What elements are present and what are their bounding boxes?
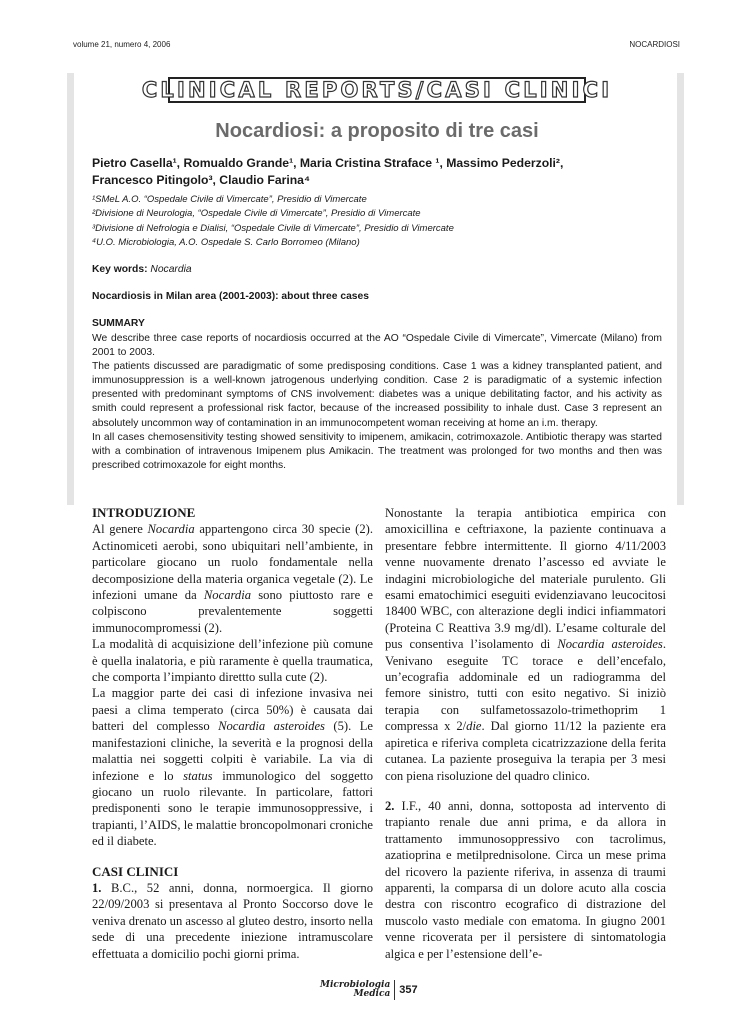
summary-heading: SUMMARY [92,318,145,329]
intro-paragraph-3: La maggior parte dei casi di infezione invasiva nei paesi a clima temperato (circa 50%) è causata dai batteri del complesso Nocardia asteroides (5). Le manifestazioni cliniche, la severità e la prognosi della malattia nei soggetti colpiti è variabile. La via di infezione e lo status immunologico del soggetto giocano un ruolo rilevante. In particolare, fattori predisponenti sono le terapie immunosoppressive, i trapianti, l’AIDS, le malattie broncopolmonari croniche ed il diabete. [92,686,373,849]
author-line-2: Francesco Pitingolo³, Claudio Farina⁴ [92,173,310,187]
journal-logo: Microbiologia Medica [320,980,391,999]
page-footer [320,980,418,1000]
intro-paragraph-2: La modalità di acquisizione dell’infezione più comune è quella inalatoria, e più raramente è quella traumatica, che comporta l’impianto direttto sulla cute (2). [92,637,373,685]
intro-heading: INTRODUZIONE [92,505,196,520]
affiliation-4: ⁴U.O. Microbiologia, A.O. Ospedale S. Carlo Borromeo (Milano) [92,237,360,249]
keywords-value: Nocardia [150,264,192,275]
author-list [92,155,672,189]
affiliation-3: ³Divisione di Nefrologia e Dialisi, “Ospedale Civile di Vimercate”, Presidio di Vimercate [92,222,454,234]
affiliations [92,193,672,251]
intro-paragraph-1: Al genere Nocardia appartengono circa 30 specie (2). Actinomiceti aerobi, sono ubiquitari nell’ambiente, in particolare giocano un ruolo fondamentale nella decomposizione della materia organica vegetale (2). Le infezioni umane da Nocardia sono piuttosto rare e colpiscono prevalentemente soggetti immunocompromessi (2). [92,522,373,635]
keywords-label: Key words: [92,264,148,275]
summary-paragraph-3: In all cases chemosensitivity testing showed sensitivity to imipenem, amikacin, cotrimoxazole. Antibiotic therapy was started with a combination of intravenous Imipenem plus Amikacin. The treatment was prolonged for two months and then was prescribed cotrimoxazole for eight months. [92,431,662,471]
body-column-right [385,505,666,962]
section-banner [141,77,613,103]
section-banner-text: CLINICAL REPORTS/CASI CLINICI [141,78,613,102]
footer-divider [394,980,395,1000]
affiliation-2: ²Divisione di Neurologia, “Ospedale Civile di Vimercate”, Presidio di Vimercate [92,208,421,220]
page-number: 357 [399,984,418,996]
case-1-continued: Nonostante la terapia antibiotica empirica con amoxicillina e ceftriaxone, la paziente continuava a presentare febbre intermittente. Il giorno 4/11/2003 venne nuovamente drenato l’ascesso ed avviate le indagini microbiologiche del materiale purulento. Gli esami ematochimici eseguiti evidenziavano leucocitosi 18400 WBC, con alterazione degli indici infiammatori (Proteina C Reattiva 3.9 mg/dl). L’esame colturale del pus consentiva l’isolamento di Nocardia asteroides. Venivano eseguite TC torace e dell’encefalo, un’ecografia addominale ed un radiogramma del femore sinistro, tutti con esito negativo. Si iniziò terapia con sulfametossazolo-trimethoprim 1 compressa x 2/die. Dal giorno 11/12 la paziente era apiretica e riferiva completa cicatrizzazione della ferita cutanea. La paziente proseguiva la terapia per 3 mesi con piena risoluzione del quadro clinico. [385,506,667,783]
case-1-paragraph: 1. B.C., 52 anni, donna, normoergica. Il giorno 22/09/2003 si presentava al Pronto Soccorso dove le veniva drenato un ascesso al gluteo destro, insorto nella sede di una precedente iniezione intramuscolare effettuata a domicilio pochi giorni prima. [92,880,373,961]
english-title: Nocardiosis in Milan area (2001-2003): about three cases [92,291,369,302]
summary-paragraph-2: The patients discussed are paradigmatic of some predisposing conditions. Case 1 was a kidney transplanted patient, and immunosuppression is a well-known jatrogenous underlying condition. Case 2 is paradigmatic of a systemic infection presented with predominant symptoms of CNS involvement: diabetes was a unique debilitating factor, and his activity as smith could represent a professional risk factor, because of the increased possibility to inhale dust. Case 3 represent an absolutely uncommon way of contamination in an immunocompetent woman receiving at home an i.m. therapy. [92,361,662,429]
summary-paragraph-1: We describe three case reports of nocardiosis occurred at the AO “Ospedale Civile di Vimercate”, Vimercate (Milano) from 2001 to 2003. [92,333,662,359]
summary-text [92,332,662,473]
cases-heading: CASI CLINICI [92,863,179,879]
body-column-left [92,505,373,962]
author-line-1: Pietro Casella¹, Romualdo Grande¹, Maria Cristina Straface ¹, Massimo Pederzoli², [92,156,564,170]
article-title: Nocardiosi: a proposito di tre casi [215,120,539,142]
case-2-paragraph: 2. I.F., 40 anni, donna, sottoposta ad intervento di trapianto renale due anni prima, e da allora in trattamento immunosoppressivo con tacrolimus, azatioprina e metilprednisolone. Circa un mese prima del ricovero la paziente riferiva, in assenza di traumi apparenti, la comparsa di un dolore acuto alla coscia destra con riscontro ecografico di distrazione del muscolo vasto mediale con ematoma. In giugno 2001 venne ricoverata per il persistere di sintomatologia algica e per l’estensione dell’e- [385,798,666,961]
keywords [92,264,192,275]
affiliation-1: ¹SMeL A.O. “Ospedale Civile di Vimercate”, Presidio di Vimercate [92,194,367,205]
running-head-topic: NOCARDIOSI [629,40,680,49]
running-head-volume: volume 21, numero 4, 2006 [73,40,171,49]
